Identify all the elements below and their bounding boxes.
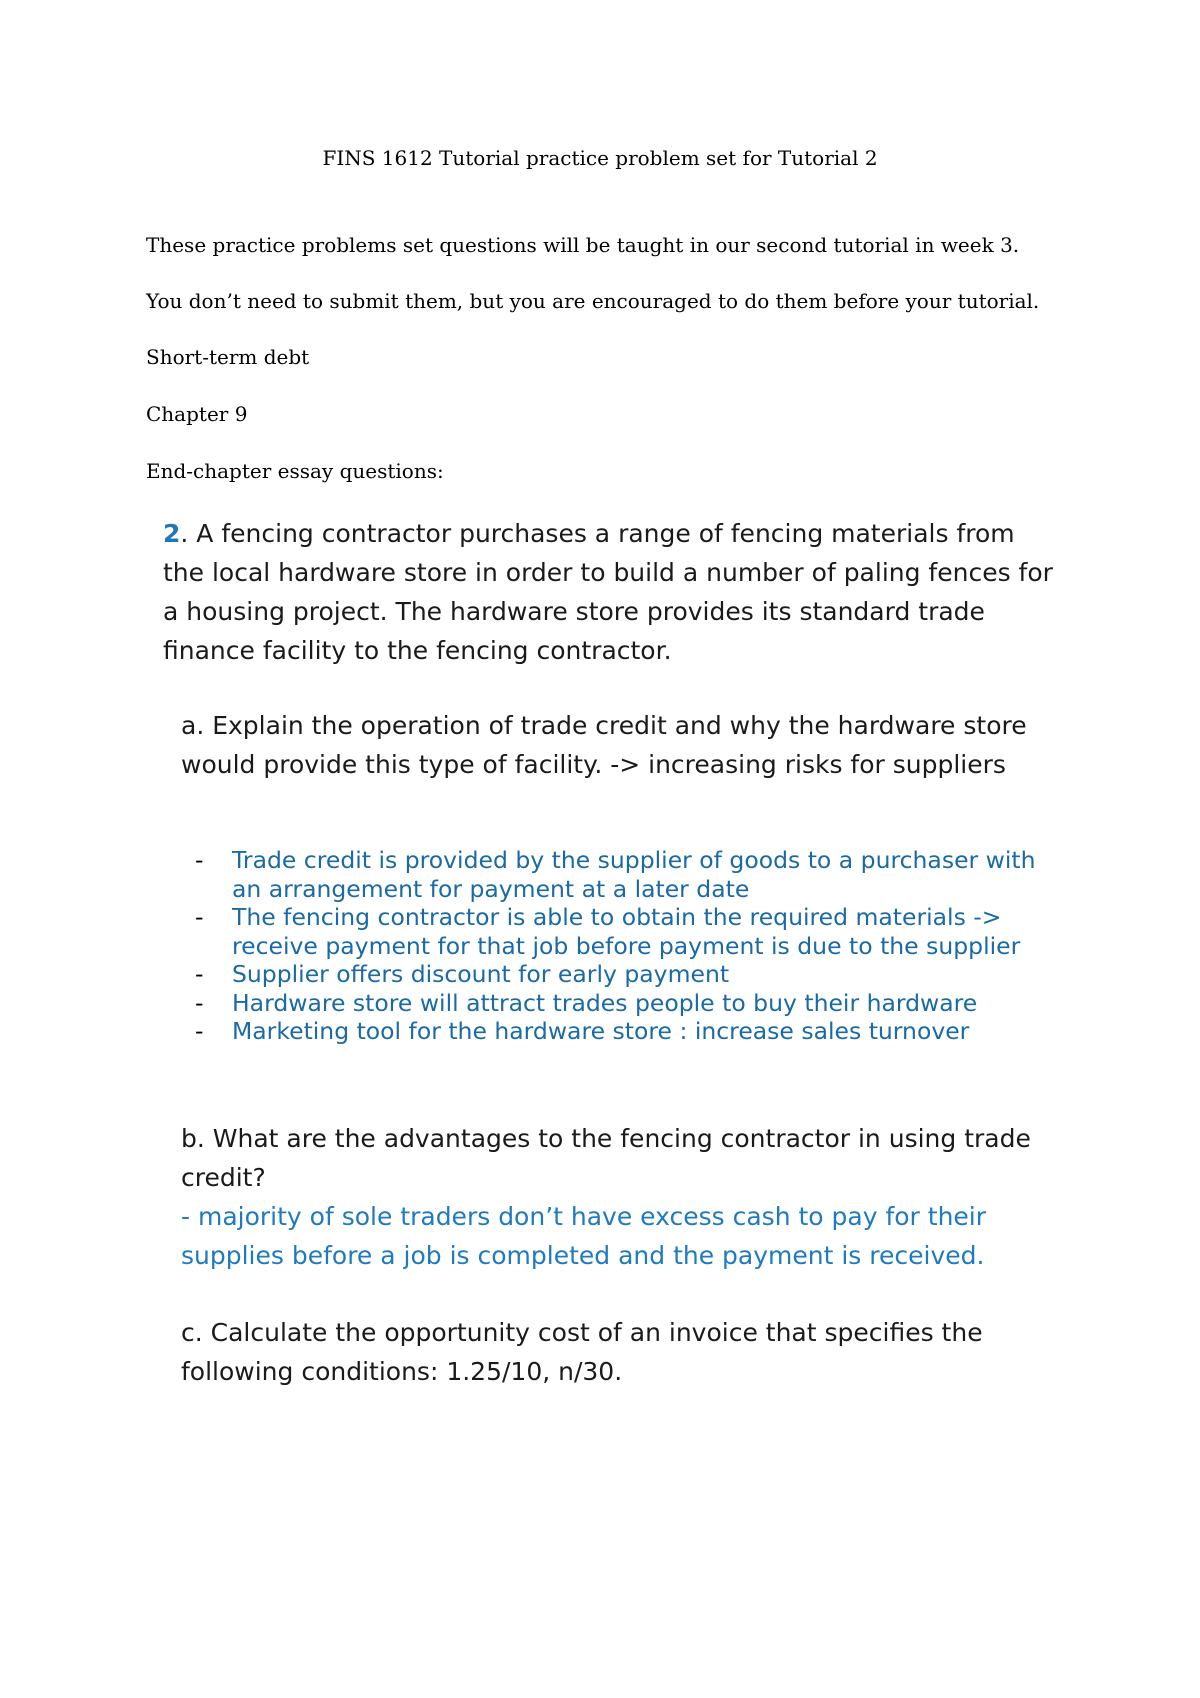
document-title: FINS 1612 Tutorial practice problem set for Tutorial 2 — [322, 146, 878, 170]
list-item-text: Trade credit is provided by the supplier of goods to a purchaser with an arrangement for payment at a later date — [232, 846, 1036, 903]
list-item — [181, 960, 1061, 989]
intro-line-2: You don’t need to submit them, but you are encouraged to do them before your tutorial. — [146, 289, 1040, 313]
topic-heading: Short-term debt — [146, 345, 310, 369]
question-text: . A fencing contractor purchases a range of fencing materials from the local hardware store in order to build a number of paling fences for a housing project. The hardware store provides its standard trade finance facility to the fencing contractor. — [163, 519, 1053, 665]
part-b-answer: - majority of sole traders don’t have excess cash to pay for their supplies before a job is completed and the payment is received. — [181, 1202, 987, 1270]
dash-bullet: - — [195, 960, 204, 988]
list-item — [181, 903, 1061, 960]
list-item-text: The fencing contractor is able to obtain the required materials -> receive payment for that job before payment is due to the supplier — [232, 903, 1021, 960]
list-item — [181, 989, 1061, 1018]
list-item-text: Supplier offers discount for early payment — [232, 960, 730, 988]
part-b-text: b. What are the advantages to the fencing contractor in using trade credit? — [181, 1124, 1031, 1192]
section-heading: End-chapter essay questions: — [146, 459, 444, 483]
part-a-question: a. Explain the operation of trade credit and why the hardware store would provide this type of facility. -> increasing risks for suppliers — [181, 711, 1027, 779]
part-b-question — [181, 1119, 1061, 1275]
question-number: 2 — [163, 519, 181, 548]
question-2 — [163, 514, 1063, 670]
list-item — [181, 1017, 1061, 1046]
list-item-text: Marketing tool for the hardware store : increase sales turnover — [232, 1017, 970, 1045]
chapter-heading: Chapter 9 — [146, 402, 248, 426]
dash-bullet: - — [195, 903, 204, 931]
part-a-answer-list — [181, 846, 1061, 1046]
part-c-question: c. Calculate the opportunity cost of an invoice that specifies the following conditions: 1.25/10, n/30. — [181, 1318, 983, 1386]
list-item-text: Hardware store will attract trades people to buy their hardware — [232, 988, 978, 1017]
dash-bullet: - — [195, 1017, 204, 1045]
list-item — [181, 846, 1061, 903]
intro-line-1: These practice problems set questions will be taught in our second tutorial in week 3. — [146, 233, 1020, 257]
dash-bullet: - — [195, 846, 204, 874]
dash-bullet: - — [195, 988, 204, 1017]
